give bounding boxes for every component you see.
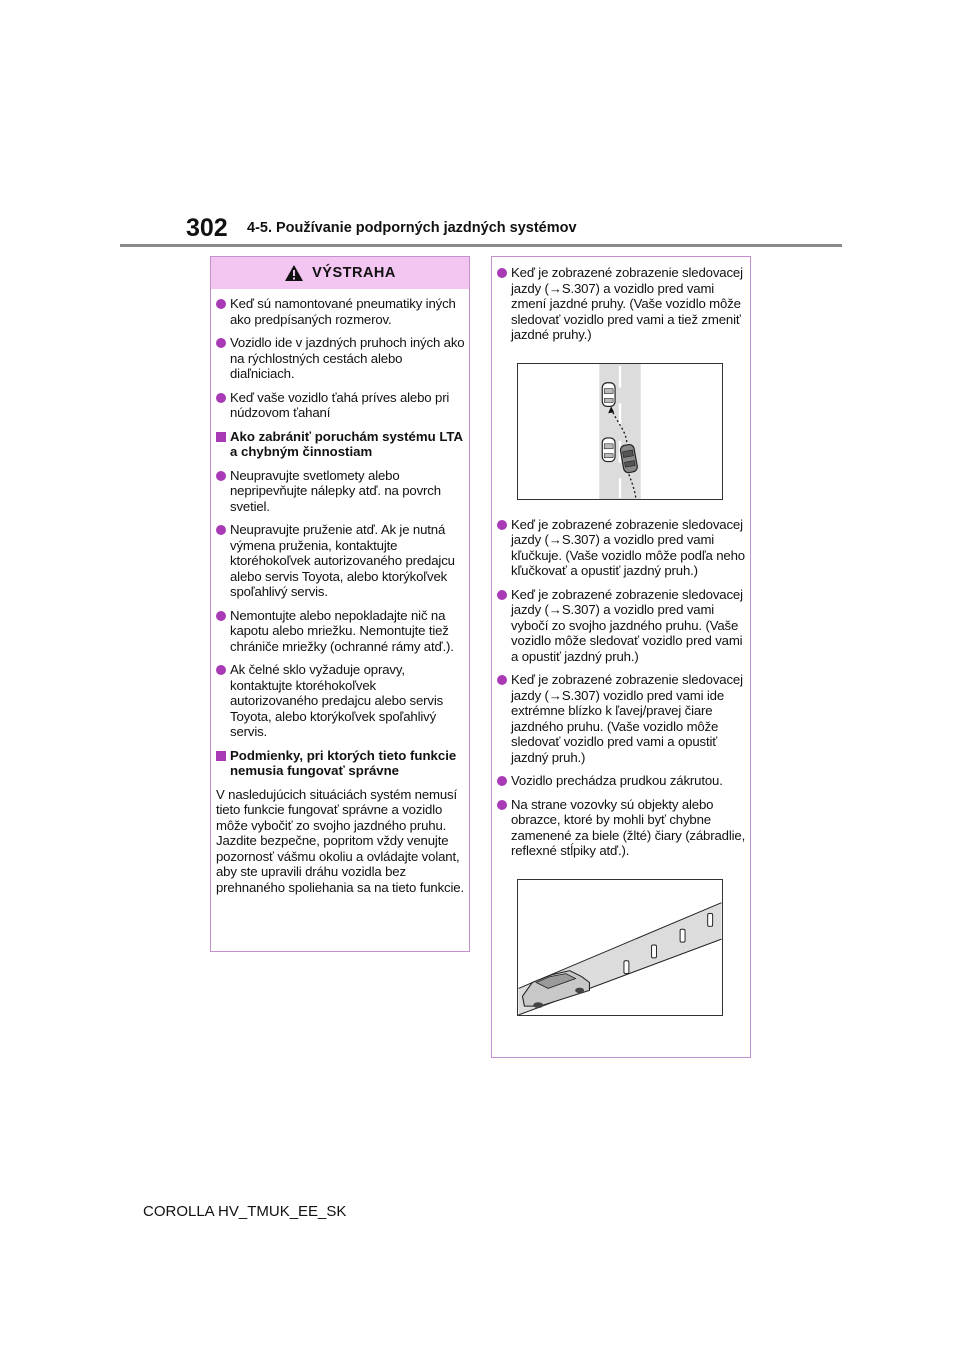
warning-item: Keď sú namontované pneumatiky iných ako predpísaných rozmerov. [216,296,465,327]
bullet-icon [497,675,507,685]
warning-item: Keď vaše vozidlo ťahá príves alebo pri núdzovom ťahaní [216,390,465,421]
section-heading: Podmienky, pri ktorých tieto funkcie nemusia fungovať správne [216,748,465,779]
car-icon [522,970,589,1007]
bullet-icon [497,590,507,600]
warning-item: Ak čelné sklo vyžaduje opravy, kontaktujte ktoréhokoľvek autorizovaného predajcu alebo servis Toyota, alebo ktorýkoľvek spoľahlivý servis. [216,662,465,740]
section-paragraph: V nasledujúcich situáciách systém nemusí tieto funkcie fungovať správne a vozidlo môže vybočiť zo svojho jazdného pruhu. Jazdite bezpečne, popritom vždy venujte pozornosť vášmu okoliu a ovládajte volant, aby ste upravili dráhu vozidla bez prehnaného spoliehania sa na tieto funkcie. [216,786,464,895]
warning-header [211,257,469,289]
square-bullet-icon [216,432,226,442]
condition-item: Keď je zobrazené zobrazenie sledovacej jazdy (→S.307) a vozidlo pred vami zmení jazdné pruhy. (Vaše vozidlo môže sledovať vozidlo pred vami a tiež zmeniť jazdné pruhy.) [497,265,746,343]
roadside-posts-illustration [517,879,723,1016]
warning-item: Neupravujte pruženie atď. Ak je nutná výmena pruženia, kontaktujte ktoréhokoľvek autorizovaného predajcu alebo servis Toyota, alebo ktorýkoľvek spoľahlivý servis. [216,522,465,600]
condition-item: Keď je zobrazené zobrazenie sledovacej jazdy (→S.307) a vozidlo pred vami vybočí zo svojho jazdného pruhu. (Vaše vozidlo môže sledovať vozidlo pred vami a opustiť jazdný pruh.) [497,587,746,665]
continuation-box [491,256,751,1058]
warning-item: Vozidlo ide v jazdných pruhoch iných ako na rýchlostných cestách alebo diaľniciach. [216,335,465,382]
bullet-icon [497,268,507,278]
bullet-icon [497,776,507,786]
bullet-icon [497,520,507,530]
bullet-icon [216,611,226,621]
warning-item: Neupravujte svetlomety alebo nepripevňujte nálepky atď. na povrch svetiel. [216,468,465,515]
page-number: 302 [186,214,228,242]
header-rule [120,244,842,247]
warning-item: Nemontujte alebo nepokladajte nič na kapotu alebo mriežku. Nemontujte tiež chrániče mriežky (ochranné rámy atď.). [216,608,465,655]
condition-item: Vozidlo prechádza prudkou zákrutou. [497,773,746,789]
bullet-icon [216,525,226,535]
second-car-icon [602,437,615,461]
square-bullet-icon [216,751,226,761]
condition-item: Keď je zobrazené zobrazenie sledovacej jazdy (→S.307) a vozidlo pred vami kľučkuje. (Vaše vozidlo môže podľa neho kľučkovať a opustiť jazdný pruh.) [497,517,746,579]
bullet-icon [216,471,226,481]
bullet-icon [216,299,226,309]
condition-item: Keď je zobrazené zobrazenie sledovacej jazdy (→S.307) vozidlo pred vami ide extrémne blízko k ľavej/pravej čiare jazdného pruhu. (Vaše vozidlo môže sledovať vozidlo pred vami a opustiť jazdný pruh.) [497,672,746,765]
lead-car-icon [602,382,615,406]
warning-box [210,256,470,952]
warning-triangle-icon [284,264,304,282]
warning-body [211,289,469,895]
lane-change-illustration [517,363,723,500]
condition-item: Na strane vozovky sú objekty alebo obrazce, ktoré by mohli byť chybne zamenené za biele (žlté) čiary (zábradlie, reflexné stĺpiky atď.). [497,797,746,859]
chapter-title: 4-5. Používanie podporných jazdných systémov [247,220,577,236]
bullet-icon [216,338,226,348]
footer-model-code: COROLLA HV_TMUK_EE_SK [143,1203,347,1220]
warning-title: VÝSTRAHA [312,265,396,281]
bullet-icon [497,800,507,810]
bullet-icon [216,665,226,675]
section-heading: Ako zabrániť poruchám systému LTA a chybným činnostiam [216,429,465,460]
bullet-icon [216,393,226,403]
